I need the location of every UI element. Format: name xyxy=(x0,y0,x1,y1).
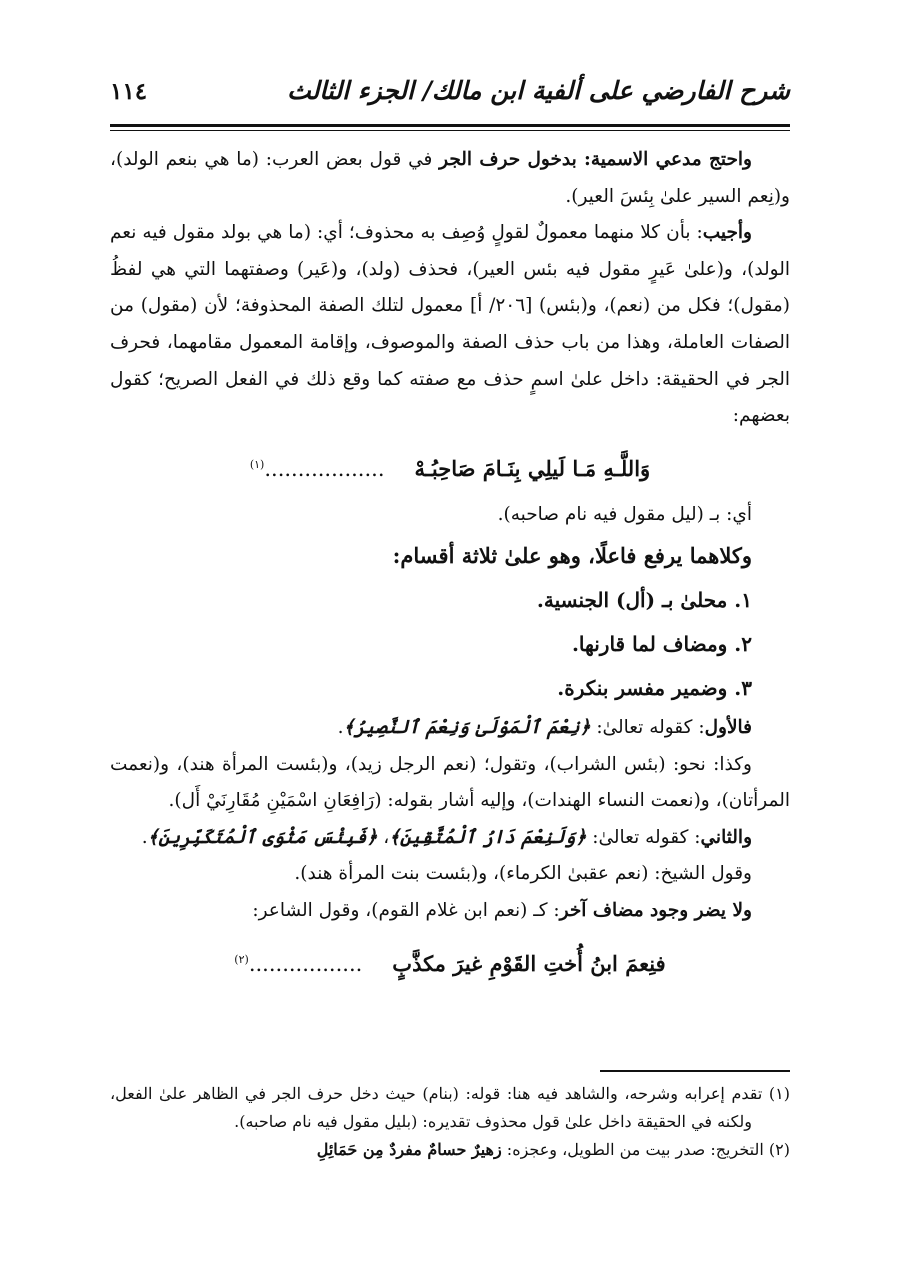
list-item: ١. محلىٰ بـ (أل) الجنسية. xyxy=(536,587,752,612)
section-statement: وكلاهما يرفع فاعلًا، وهو علىٰ ثلاثة أقسام: xyxy=(392,542,752,568)
paragraph: أي: بـ (ليل مقول فيه نام صاحبه). xyxy=(497,504,752,526)
paragraph-lead: وأجيب xyxy=(702,222,752,244)
footnotes xyxy=(110,1080,790,1164)
paragraph: وكذا: نحو: (بئس الشراب)، وتقول؛ (نعم الرجل زيد)، و(بئست المرأة هند)، و(نعمت المرأتان)، و(نعمت النساء الهندات)، وإليه أشار بقوله: (رَافِعَانِ اسْمَيْنِ مُقَارِنَيْ أَل). xyxy=(110,753,790,812)
footnote-ref: (٢) xyxy=(234,952,249,966)
paragraph xyxy=(110,893,790,930)
punctuation: . xyxy=(141,826,148,848)
paragraph-text: : كقوله تعالىٰ: xyxy=(586,826,701,848)
paragraph-text: في قول بعض العرب: (ما هي بنعم الولد)، و(نِعم السير علىٰ بِئسَ العير). xyxy=(110,149,790,207)
header-rule-thin xyxy=(110,130,790,131)
paragraph-lead: واحتج مدعي الاسمية: بدخول حرف الجر xyxy=(439,149,752,170)
footnote-text: التخريج: صدر بيت من الطويل، وعجزه: xyxy=(501,1140,769,1159)
list-item: ٢. ومضاف لما قارنها. xyxy=(571,631,752,656)
footnote xyxy=(110,1136,790,1164)
footnote-text: تقدم إعرابه وشرحه، والشاهد فيه هنا: قوله: (بنام) حيث دخل حرف الجر في الظاهر علىٰ الفعل، ولكنه في الحقيقة داخل علىٰ قول محذوف تقديره: (بليل مقول فيه نام صاحبه). xyxy=(110,1084,769,1131)
quran-quote: ﴿فَبِئْسَ مَثْوَى ٱلْمُتَكَبِّرِينَ﴾ xyxy=(147,826,378,848)
page-header xyxy=(110,70,790,122)
quran-quote: ﴿نِعْمَ ٱلْمَوْلَىٰ وَنِعْمَ ٱلنَّصِيرُ﴾ xyxy=(343,716,591,738)
header-rule-thick xyxy=(110,124,790,127)
paragraph-lead: فالأول xyxy=(704,716,752,738)
verse-text: وَاللَّـهِ مَـا لَيلِي بِنَـامَ صَاحِبُـهْ xyxy=(414,455,651,481)
footnote-ref: (١) xyxy=(249,457,265,471)
verse-ellipsis: .................. xyxy=(264,456,385,481)
footnote-number: (١) xyxy=(768,1084,790,1103)
paragraph xyxy=(110,215,790,435)
paragraph xyxy=(110,820,790,857)
verse-ellipsis: ................. xyxy=(248,951,363,976)
footnote xyxy=(110,1080,790,1136)
paragraph-lead: والثاني xyxy=(700,826,752,848)
paragraph-text: : بأن كلا منهما معمولٌ لقولٍ وُصِف به محذوف؛ أي: (ما هي بولد مقول فيه نعم الولد)، و(علىٰ عَيرٍ مقول فيه بئس العير)، فحذف (ولد)، و(عَير) وصفتهما التي هي لفظُ (مقول)؛ فكل من (نعم)، و(بئس) [٢٠٦/ أ] معمول لتلك الصفة المحذوفة؛ لأن (مقول) من الصفات العاملة، وهذا من باب حذف الصفة والموصوف، وإقامة المعمول مقامهما، فحرف الجر في الحقيقة: داخل علىٰ اسمٍ حذف مع صفته كما وقع ذلك في الفعل الصريح؛ كقول بعضهم: xyxy=(110,222,791,427)
paragraph xyxy=(110,142,790,215)
footnote-number: (٢) xyxy=(768,1140,790,1159)
paragraph-text: : كـ (نعم ابن غلام القوم)، وقول الشاعر: xyxy=(252,899,560,921)
paragraph xyxy=(110,710,790,747)
list-item: ٣. وضمير مفسر بنكرة. xyxy=(557,675,752,700)
paragraph: وقول الشيخ: (نعم عقبىٰ الكرماء)، و(بئست بنت المرأة هند). xyxy=(294,863,752,885)
footnote-verse: زهيرٌ حسامٌ مفردٌ مِن حَمَائِلِ xyxy=(316,1140,502,1159)
verse-text: فنِعمَ ابنُ أُختِ القَوْمِ غيرَ مكذَّبٍ xyxy=(392,950,666,976)
punctuation: ، xyxy=(377,826,390,848)
poetry-verse xyxy=(110,447,790,488)
main-text xyxy=(110,142,790,992)
quran-quote: ﴿وَلَنِعْمَ دَارُ ٱلْمُتَّقِينَ﴾ xyxy=(389,826,587,848)
footnote-separator xyxy=(600,1070,790,1072)
running-title: شرح الفارضي على ألفية ابن مالك/ الجزء الثالث xyxy=(287,76,790,105)
page-number: ١١٤ xyxy=(110,78,148,105)
punctuation: . xyxy=(337,716,344,738)
paragraph-text: : كقوله تعالىٰ: xyxy=(590,716,705,738)
paragraph-lead: ولا يضر وجود مضاف آخر xyxy=(559,899,752,921)
poetry-verse xyxy=(110,942,790,983)
